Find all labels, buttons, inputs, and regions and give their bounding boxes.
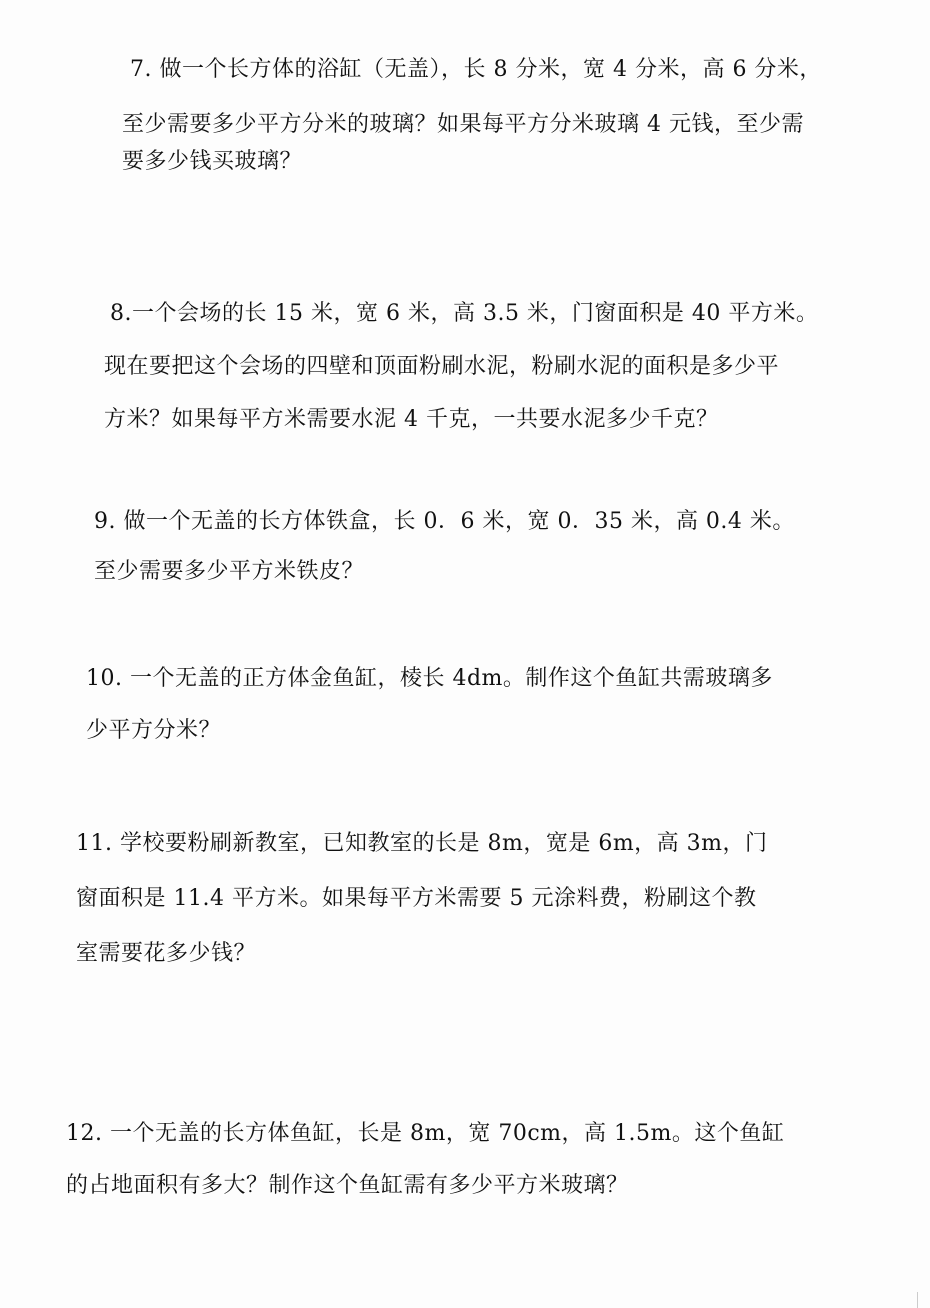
problem-11 (76, 826, 836, 976)
problem-7-line-3: 要多少钱买玻璃？ (122, 149, 303, 174)
problem-10-line-1: 10. 一个无盖的正方体金鱼缸，棱长 4dm。制作这个鱼缸共需玻璃多 (86, 666, 773, 691)
problem-12 (66, 1116, 846, 1216)
problem-8 (104, 296, 824, 446)
problem-10-line-2: 少平方分米？ (86, 718, 222, 743)
page-edge-mark (917, 1292, 930, 1308)
problem-11-line-2: 窗面积是 11.4 平方米。如果每平方米需要 5 元涂料费，粉刷这个教 (76, 886, 757, 911)
problem-12-line-2: 的占地面积有多大？制作这个鱼缸需有多少平方米玻璃？ (66, 1173, 629, 1198)
problem-7-line-1: 7. 做一个长方体的浴缸（无盖），长 8 分米，宽 4 分米，高 6 分米， (130, 57, 822, 82)
problem-8-line-3: 方米？如果每平方米需要水泥 4 千克，一共要水泥多少千克？ (104, 407, 719, 432)
problem-11-line-1: 11. 学校要粉刷新教室，已知教室的长是 8m，宽是 6m，高 3m，门 (76, 831, 768, 856)
problem-7 (122, 52, 822, 182)
problem-10 (86, 661, 826, 751)
problem-9 (94, 504, 824, 594)
problem-12-line-1: 12. 一个无盖的长方体鱼缸，长是 8m，宽 70cm，高 1.5m。这个鱼缸 (66, 1121, 785, 1146)
problem-8-line-2: 现在要把这个会场的四壁和顶面粉刷水泥，粉刷水泥的面积是多少平 (104, 354, 780, 379)
problem-7-line-2: 至少需要多少平方分米的玻璃？如果每平方分米玻璃 4 元钱，至少需 (122, 112, 804, 137)
problem-9-line-1: 9. 做一个无盖的长方体铁盒，长 0．6 米，宽 0．35 米，高 0.4 米。 (94, 509, 795, 534)
problem-9-line-2: 至少需要多少平方米铁皮？ (94, 559, 365, 584)
problem-11-line-3: 室需要花多少钱？ (76, 941, 257, 966)
problem-8-line-1: 8.一个会场的长 15 米，宽 6 米，高 3.5 米，门窗面积是 40 平方米。 (110, 301, 819, 326)
